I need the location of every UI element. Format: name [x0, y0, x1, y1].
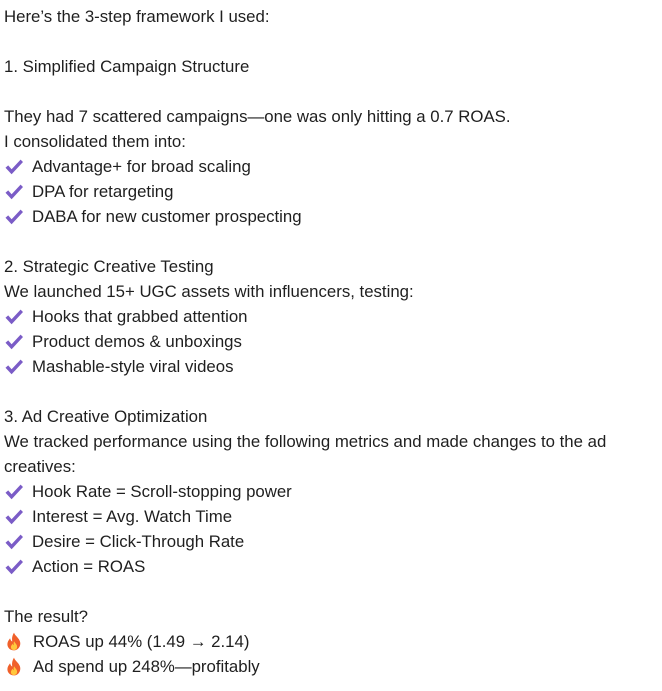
result-item	[4, 629, 656, 654]
list-item-text: Hooks that grabbed attention	[32, 307, 248, 326]
step-2-heading: 2. Strategic Creative Testing	[4, 257, 214, 276]
heavy-check-mark-icon	[4, 558, 24, 576]
list-item-text: Advantage+ for broad scaling	[32, 157, 251, 176]
spacer	[4, 29, 656, 54]
heavy-check-mark-icon	[4, 533, 24, 551]
heavy-check-mark-icon	[4, 358, 24, 376]
heavy-check-mark-icon	[4, 508, 24, 526]
heavy-check-mark-icon	[4, 308, 24, 326]
list-item	[4, 154, 656, 179]
heavy-check-mark-icon	[4, 333, 24, 351]
fire-icon	[6, 632, 22, 651]
intro-text: Here’s the 3-step framework I used:	[4, 7, 270, 26]
list-item-text: DPA for retargeting	[32, 182, 174, 201]
list-item-text: Desire = Click-Through Rate	[32, 532, 245, 551]
list-item	[4, 479, 656, 504]
spacer	[4, 229, 656, 254]
list-item	[4, 504, 656, 529]
list-item	[4, 529, 656, 554]
post-body	[4, 4, 656, 679]
step-1-lead-in: I consolidated them into:	[4, 132, 186, 151]
result-question: The result?	[4, 607, 88, 626]
list-item-text: Mashable-style viral videos	[32, 357, 234, 376]
list-item-text: Action = ROAS	[32, 557, 146, 576]
list-item-text: Interest = Avg. Watch Time	[32, 507, 233, 526]
list-item-text: DABA for new customer prospecting	[32, 207, 302, 226]
spacer	[4, 79, 656, 104]
heavy-check-mark-icon	[4, 208, 24, 226]
list-item	[4, 329, 656, 354]
heavy-check-mark-icon	[4, 483, 24, 501]
fire-icon	[6, 657, 22, 676]
step-1-paragraph: They had 7 scattered campaigns—one was only hitting a 0.7 ROAS.	[4, 107, 511, 126]
step-2-paragraph: We launched 15+ UGC assets with influencers, testing:	[4, 282, 414, 301]
result-item	[4, 654, 656, 679]
list-item	[4, 554, 656, 579]
spacer	[4, 379, 656, 404]
list-item-text: Product demos & unboxings	[32, 332, 242, 351]
list-item	[4, 204, 656, 229]
heavy-check-mark-icon	[4, 183, 24, 201]
step-3-heading: 3. Ad Creative Optimization	[4, 407, 208, 426]
list-item	[4, 179, 656, 204]
list-item	[4, 304, 656, 329]
result-item-text: Ad spend up 248%—profitably	[33, 657, 260, 676]
list-item	[4, 354, 656, 379]
step-3-paragraph: We tracked performance using the following metrics and made changes to the ad creatives:	[4, 432, 607, 476]
spacer	[4, 579, 656, 604]
result-item-text: ROAS up 44% (1.49 → 2.14)	[33, 632, 250, 651]
list-item-text: Hook Rate = Scroll-stopping power	[32, 482, 292, 501]
step-1-heading: 1. Simplified Campaign Structure	[4, 57, 250, 76]
heavy-check-mark-icon	[4, 158, 24, 176]
